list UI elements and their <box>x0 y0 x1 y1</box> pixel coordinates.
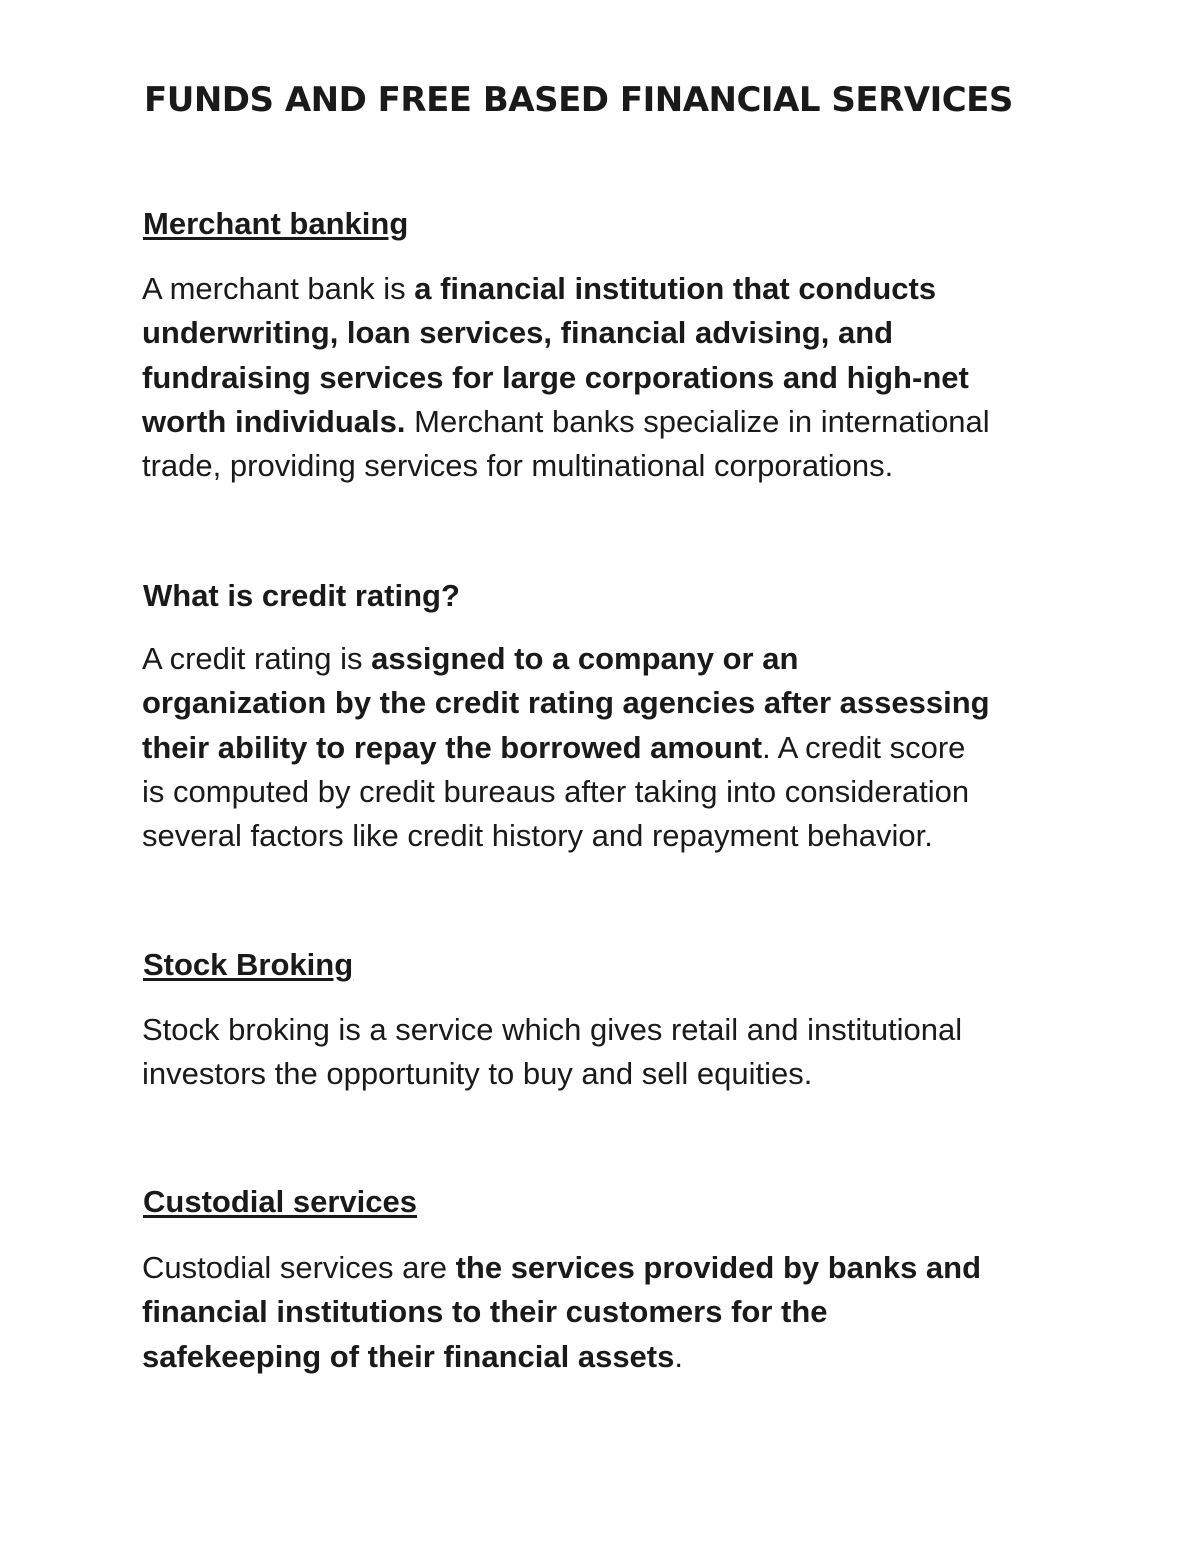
text-line: safekeeping of their financial assets. <box>142 1338 683 1374</box>
text-line: fundraising services for large corporations and high-net <box>142 359 969 395</box>
text-line: trade, providing services for multinational corporations. <box>142 448 894 484</box>
section-heading-custodial-services: Custodial services <box>143 1184 417 1219</box>
text-line: Custodial services are the services provided by banks and <box>142 1250 982 1285</box>
text-line: Stock broking is a service which gives retail and institutional <box>142 1012 963 1047</box>
text-line: is computed by credit bureaus after taking into consideration <box>142 773 970 809</box>
section-body-custodial-services <box>142 1246 1072 1379</box>
section-heading-credit-rating: What is credit rating? <box>143 578 460 613</box>
text-line: A credit rating is assigned to a company or an <box>142 641 799 676</box>
section-heading-stock-broking: Stock Broking <box>143 947 354 982</box>
section-heading-merchant-banking: Merchant banking <box>143 206 409 241</box>
text-line: investors the opportunity to buy and sell equities. <box>142 1056 813 1092</box>
text-line: A merchant bank is a financial institution that conducts <box>142 271 937 306</box>
text-line: underwriting, loan services, financial advising, and <box>142 315 894 351</box>
text-line: financial institutions to their customers for the <box>142 1294 828 1330</box>
section-body-stock-broking <box>142 1008 1072 1097</box>
text-line: organization by the credit rating agencies after assessing <box>142 685 990 721</box>
text-line: several factors like credit history and repayment behavior. <box>142 818 933 854</box>
page-title: FUNDS AND FREE BASED FINANCIAL SERVICES <box>144 80 1013 120</box>
section-body-merchant-banking <box>142 267 1072 488</box>
section-body-credit-rating <box>142 637 1072 858</box>
text-line: their ability to repay the borrowed amount. A credit score <box>142 729 966 765</box>
text-line: worth individuals. Merchant banks specialize in international <box>142 403 990 439</box>
